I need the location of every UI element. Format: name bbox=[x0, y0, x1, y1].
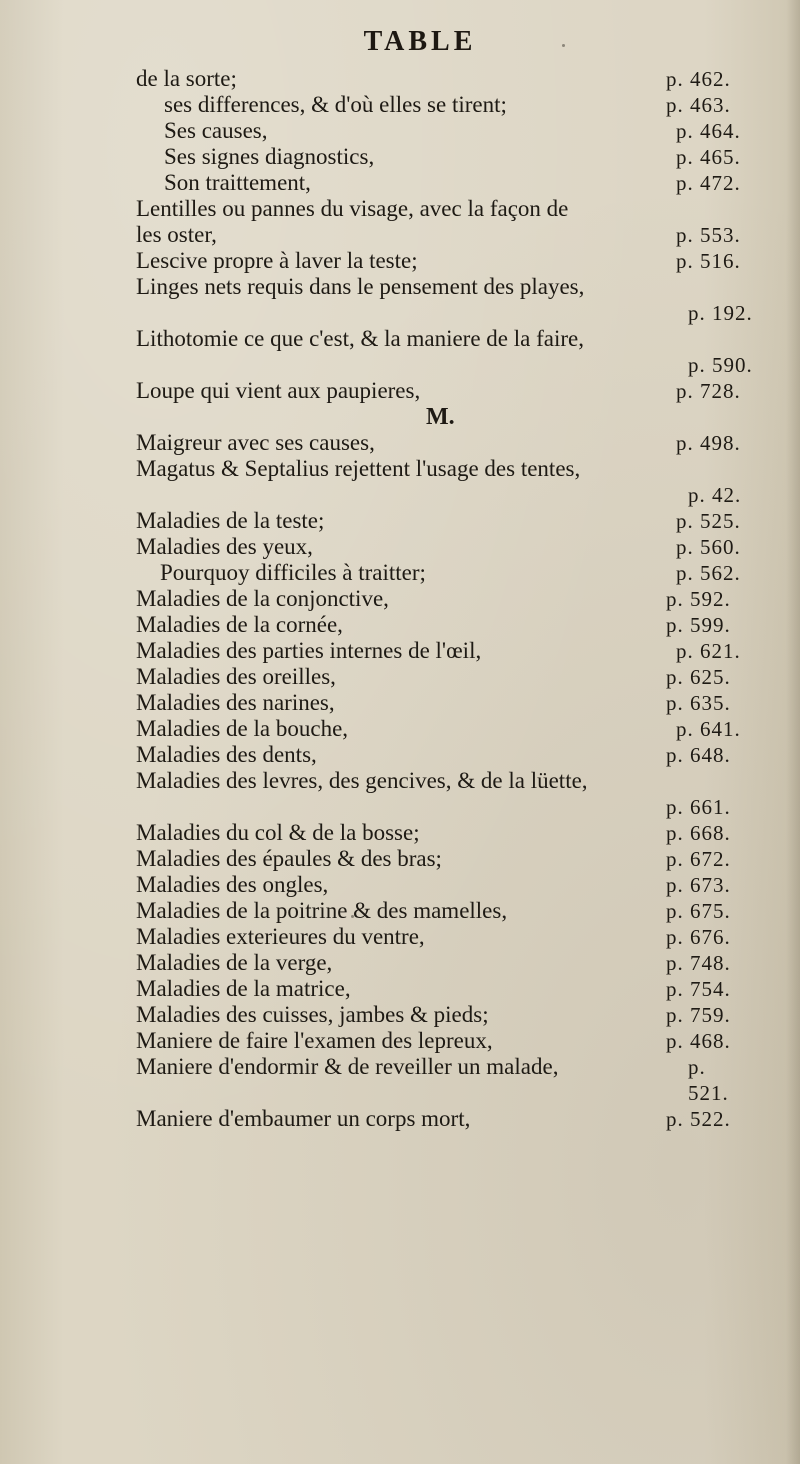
index-entry bbox=[0, 950, 800, 976]
entry-text: Maniere d'endormir & de reveiller un malade, bbox=[136, 1054, 559, 1079]
index-entry bbox=[0, 482, 800, 508]
index-entry bbox=[0, 794, 800, 820]
section-letter-m: M. bbox=[426, 404, 455, 430]
index-entry bbox=[0, 638, 800, 664]
entry-page: p. 498. bbox=[676, 431, 741, 455]
page-header bbox=[0, 26, 800, 58]
index-entry bbox=[0, 612, 800, 638]
index-entry bbox=[0, 586, 800, 612]
entry-page: p. 748. bbox=[666, 951, 731, 975]
entry-text: Maladies des narines, bbox=[136, 690, 335, 715]
entry-page: p. 192. bbox=[688, 301, 753, 325]
entry-text: Maladies des yeux, bbox=[136, 534, 313, 559]
index-entry bbox=[0, 1028, 800, 1054]
entry-page: p. 472. bbox=[676, 171, 741, 195]
entry-text: Maladies de la matrice, bbox=[136, 976, 351, 1001]
entry-page: p. 641. bbox=[676, 717, 741, 741]
index-entry bbox=[0, 508, 800, 534]
entry-page: p. 672. bbox=[666, 847, 731, 871]
index-entry bbox=[0, 534, 800, 560]
index-entry bbox=[0, 430, 800, 456]
index-entry bbox=[0, 690, 800, 716]
index-entry bbox=[0, 92, 800, 118]
entry-text: Maladies des cuisses, jambes & pieds; bbox=[136, 1002, 489, 1027]
entry-page: p. 728. bbox=[676, 379, 741, 403]
entry-text: Maladies de la poitrine & des mamelles, bbox=[136, 898, 508, 923]
entry-page: p. 522. bbox=[666, 1107, 731, 1131]
entry-page: p. 675. bbox=[666, 899, 731, 923]
index-entry bbox=[0, 248, 800, 274]
index-entry bbox=[0, 898, 800, 924]
entry-text: Maniere d'embaumer un corps mort, bbox=[136, 1106, 471, 1131]
ink-dot bbox=[562, 44, 565, 47]
index-entry bbox=[0, 976, 800, 1002]
index-entry bbox=[0, 1002, 800, 1028]
entry-page: 521. bbox=[688, 1081, 729, 1105]
index-entry bbox=[0, 170, 800, 196]
index-entry bbox=[0, 664, 800, 690]
index-entry bbox=[0, 300, 800, 326]
entry-page: p. 754. bbox=[666, 977, 731, 1001]
index-entry bbox=[0, 144, 800, 170]
index-entry bbox=[0, 222, 800, 248]
entry-page: p. 648. bbox=[666, 743, 731, 767]
entry-page: p. 560. bbox=[676, 535, 741, 559]
index-entry bbox=[0, 1080, 800, 1106]
index-entry bbox=[0, 820, 800, 846]
index-entry bbox=[0, 924, 800, 950]
index-entry bbox=[0, 1106, 800, 1132]
index-entry bbox=[0, 196, 800, 222]
entry-page: p. 668. bbox=[666, 821, 731, 845]
entry-text: Son traittement, bbox=[164, 170, 311, 195]
entry-text: Lentilles ou pannes du visage, avec la façon de bbox=[136, 196, 569, 221]
entry-text: Maigreur avec ses causes, bbox=[136, 430, 375, 455]
entry-page: p. 465. bbox=[676, 145, 741, 169]
entry-text: Maladies de la conjonctive, bbox=[136, 586, 389, 611]
entry-text: Maladies des ongles, bbox=[136, 872, 329, 897]
entry-text: les oster, bbox=[136, 222, 217, 247]
entry-text: Ses causes, bbox=[164, 118, 268, 143]
index-entry bbox=[0, 872, 800, 898]
entry-page: p. 463. bbox=[666, 93, 731, 117]
entry-page: p. 464. bbox=[676, 119, 741, 143]
index-entry bbox=[0, 846, 800, 872]
entry-page: p. 42. bbox=[688, 483, 742, 507]
entry-page: p. 592. bbox=[666, 587, 731, 611]
section-heading-row bbox=[0, 404, 800, 430]
index-entry bbox=[0, 716, 800, 742]
entry-page: p. 553. bbox=[676, 223, 741, 247]
index-entries bbox=[0, 66, 800, 1132]
index-entry bbox=[0, 768, 800, 794]
index-entry bbox=[0, 742, 800, 768]
index-entry bbox=[0, 118, 800, 144]
entry-text: Magatus & Septalius rejettent l'usage des tentes, bbox=[136, 456, 581, 481]
entry-text: Maladies de la cornée, bbox=[136, 612, 343, 637]
entry-page: p. 590. bbox=[688, 353, 753, 377]
index-entry bbox=[0, 378, 800, 404]
entry-text: de la sorte; bbox=[136, 66, 237, 91]
entry-text: Loupe qui vient aux paupieres, bbox=[136, 378, 421, 403]
entry-page: p. 635. bbox=[666, 691, 731, 715]
entry-text: Ses signes diagnostics, bbox=[164, 144, 375, 169]
entry-page: p. 621. bbox=[676, 639, 741, 663]
entry-page: p. 676. bbox=[666, 925, 731, 949]
entry-page: p. 562. bbox=[676, 561, 741, 585]
entry-text: Maladies des dents, bbox=[136, 742, 317, 767]
entry-page: p. 673. bbox=[666, 873, 731, 897]
ink-dot bbox=[351, 915, 354, 918]
entry-text: Pourquoy difficiles à traitter; bbox=[160, 560, 426, 585]
index-entry bbox=[0, 274, 800, 300]
entry-page: p. 599. bbox=[666, 613, 731, 637]
entry-text: Maniere de faire l'examen des lepreux, bbox=[136, 1028, 493, 1053]
entry-page: p. 759. bbox=[666, 1003, 731, 1027]
entry-text: Maladies de la teste; bbox=[136, 508, 325, 533]
entry-page: p. 516. bbox=[676, 249, 741, 273]
entry-page: p. 462. bbox=[666, 67, 731, 91]
index-entry bbox=[0, 352, 800, 378]
entry-text: Lescive propre à laver la teste; bbox=[136, 248, 418, 273]
index-entry bbox=[0, 66, 800, 92]
entry-page: p. 625. bbox=[666, 665, 731, 689]
entry-page: p. bbox=[688, 1055, 706, 1079]
entry-text: Maladies des oreilles, bbox=[136, 664, 336, 689]
index-entry bbox=[0, 456, 800, 482]
entry-text: Maladies du col & de la bosse; bbox=[136, 820, 420, 845]
entry-text: Lithotomie ce que c'est, & la maniere de la faire, bbox=[136, 326, 584, 351]
entry-text: Maladies des parties internes de l'œil, bbox=[136, 638, 482, 663]
entry-text: Maladies de la verge, bbox=[136, 950, 333, 975]
entry-page: p. 661. bbox=[666, 795, 731, 819]
running-title: TABLE bbox=[363, 26, 477, 57]
entry-text: Maladies de la bouche, bbox=[136, 716, 349, 741]
entry-text: ses differences, & d'où elles se tirent; bbox=[164, 92, 507, 117]
index-entry bbox=[0, 326, 800, 352]
entry-page: p. 525. bbox=[676, 509, 741, 533]
entry-text: Maladies des levres, des gencives, & de la lüette, bbox=[136, 768, 588, 793]
entry-text: Linges nets requis dans le pensement des playes, bbox=[136, 274, 585, 299]
entry-text: Maladies des épaules & des bras; bbox=[136, 846, 442, 871]
index-entry bbox=[0, 1054, 800, 1080]
index-entry bbox=[0, 560, 800, 586]
entry-page: p. 468. bbox=[666, 1029, 731, 1053]
entry-text: Maladies exterieures du ventre, bbox=[136, 924, 425, 949]
